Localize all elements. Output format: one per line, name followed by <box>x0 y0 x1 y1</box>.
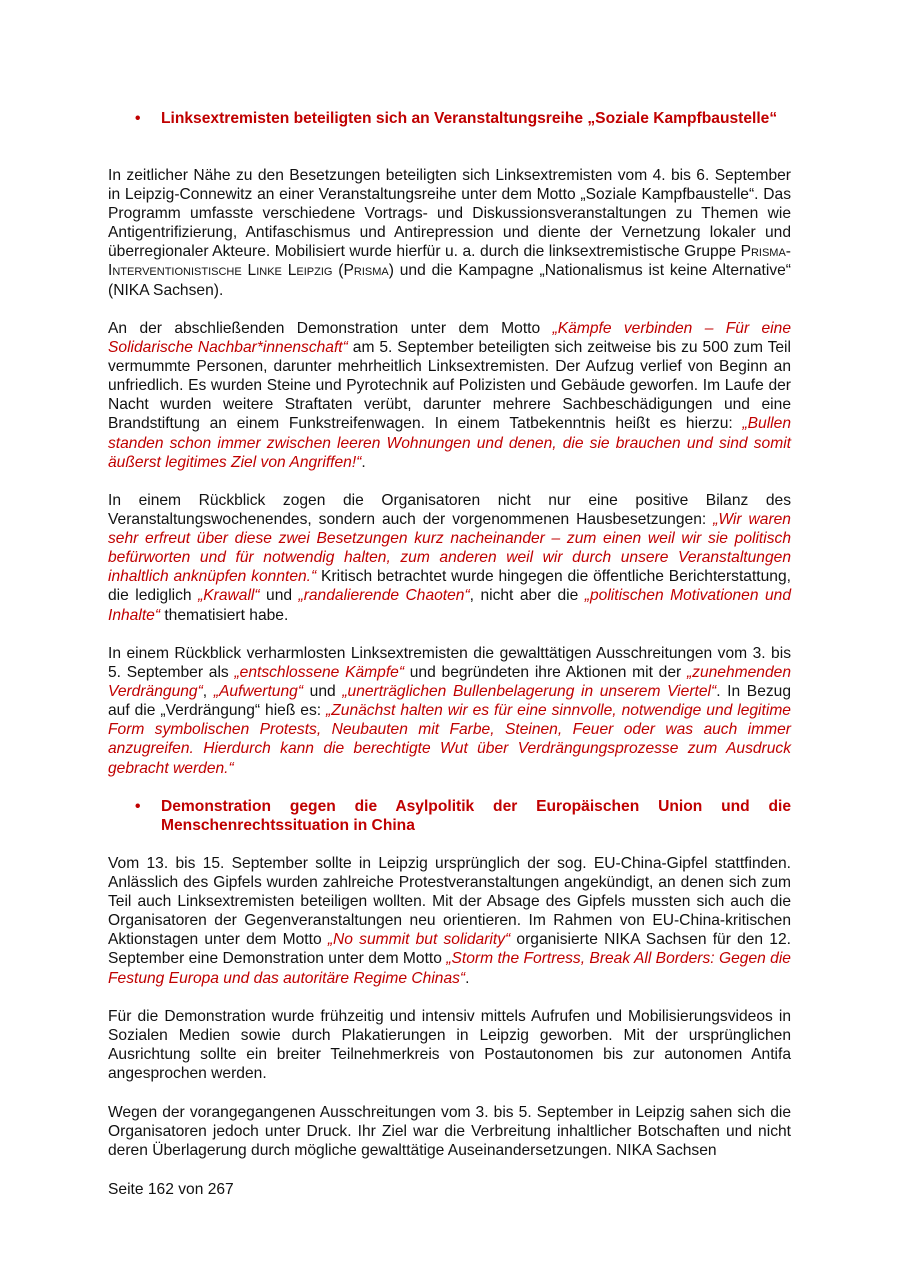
quote: „randalierende Chaoten“ <box>298 587 470 605</box>
text-run: ) und die Kampagne „Nationalismus ist keine Alternative“ (NIKA Sachsen). <box>108 262 792 299</box>
quote: „Wir waren sehr erfreut über diese zwei Besetzungen kurz nacheinander – zum einen weil wir sie politisch befürworten und für notwendig halten, zum anderen weil wir durch unsere Veranstaltungen inhaltlich anknüpfen konnten.“ <box>108 511 791 586</box>
text-run: Kritisch betrachtet wurde hingegen die öffentliche Berichterstattung, die lediglich <box>108 568 791 605</box>
text-run: und <box>303 683 343 701</box>
paragraph-kampfbaustelle <box>108 166 791 300</box>
paragraph-organisatoren <box>108 1103 791 1160</box>
quote: „Kämpfe verbinden – Für eine Solidarische Nachbar*innenschaft“ <box>108 320 791 357</box>
quote: „No summit but solidarity“ <box>327 931 511 949</box>
text-run: thematisiert habe. <box>160 606 289 624</box>
quote: „Storm the Fortress, Break All Borders: Gegen die Festung Europa und das autoritäre Regime Chinas“ <box>108 950 791 987</box>
text-run: organisierte NIKA Sachsen für den 12. September eine Demonstration unter dem Motto <box>108 931 791 968</box>
text-run: und <box>259 587 299 605</box>
heading-text: Linksextremisten beteiligten sich an Veranstaltungsreihe „Soziale Kampfbaustelle“ <box>161 110 778 127</box>
quote: „unerträglichen Bullenbelagerung in unserem Viertel“ <box>342 683 717 701</box>
quote: „Zunächst halten wir es für eine sinnvolle, notwendige und legitime Form symbolischen Protests, Neubauten mit Farbe, Steinen, Feuer oder was auch immer anzugreifen. Hierdurch kann die berechtigte Wut über Verdrängungsprozesse zum Ausdruck gebracht werden.“ <box>108 702 791 777</box>
quote: „Krawall“ <box>198 587 260 605</box>
paragraph-rueckblick <box>108 491 791 625</box>
text-run: Für die Demonstration wurde frühzeitig und intensiv mittels Aufrufen und Mobilisierungsvideos in Sozialen Medien sowie durch Plakatierungen in Leipzig geworben. Mit der ursprünglichen Ausrichtung sollte ein breiter Teilnehmerkreis von Postautonomen bis zur autonomen Antifa angesprochen werden. <box>108 1008 791 1083</box>
paragraph-mobilisierung <box>108 1007 791 1083</box>
page-number: Seite 162 von 267 <box>108 1181 234 1198</box>
quote: „zunehmenden Verdrängung“ <box>108 664 791 701</box>
text-run: In einem Rückblick verharmlosten Linksextremisten die gewalttätigen Ausschreitungen vom 3. bis 5. September als <box>108 645 791 682</box>
text-run: und begründeten ihre Aktionen mit der <box>404 664 687 682</box>
text-run: Vom 13. bis 15. September sollte in Leipzig ursprünglich der sog. EU-China-Gipfel stattfinden. Anlässlich des Gipfels wurden zahlreiche Protestveranstaltungen angekündigt, an denen sich zum Teil auch Linksextremisten beteiligen wollten. Mit der Absage des Gipfels mussten sich auch die Organisatoren der Gegenveranstaltungen neu orientieren. Im Rahmen von EU-China-kritischen Aktionstagen unter dem Motto <box>108 855 791 949</box>
text-run: , <box>202 683 214 701</box>
text-run: . In Bezug auf die „Verdrängung“ hieß es: <box>108 683 792 720</box>
paragraph-demonstration <box>108 319 791 472</box>
text-run: Wegen der vorangegangenen Ausschreitungen vom 3. bis 5. September in Leipzig sahen sich die Organisatoren jedoch unter Druck. Ihr Ziel war die Verbreitung inhaltlicher Botschaften und nicht deren Überlagerung durch mögliche gewalttätige Auseinandersetzungen. NIKA Sachsen <box>108 1104 791 1160</box>
text-run: In zeitlicher Nähe zu den Besetzungen beteiligten sich Linksextremisten vom 4. bis 6. September in Leipzig-Connewitz an einer Veranstaltungsreihe unter dem Motto „Soziale Kampfbaustelle“. Das Programm umfasste verschiedene Vortrags- und Diskussionsveranstaltungen zu Themen wie Antigentrifizierung, Antifaschismus und Antirepression und diente der Vernetzung lokaler und überregionaler Akteure. Mobilisiert wurde hierfür u. a. durch die linksextremistische Gruppe <box>108 167 791 261</box>
paragraph-eu-china-gipfel <box>108 854 791 988</box>
bullet-point: • <box>135 110 141 127</box>
text-run: In einem Rückblick zogen die Organisatoren nicht nur eine positive Bilanz des Veranstaltungswochenendes, sondern auch der vorgenommenen Hausbesetzungen: <box>108 492 791 529</box>
section-heading-china <box>108 797 791 836</box>
heading-text: Demonstration gegen die Asylpolitik der Europäischen Union und die Menschenrechtssituation in China <box>161 798 791 835</box>
quote: „entschlossene Kämpfe“ <box>234 664 405 682</box>
text-run: am 5. September beteiligten sich zeitweise bis zu 500 zum Teil vermummte Personen, darunter mehrheitlich Linksextremisten. Der Aufzug verlief von Beginn an unfriedlich. Es wurden Steine und Pyrotechnik auf Polizisten und Gebäude geworfen. Im Laufe der Nacht wurden weitere Straftaten verübt, darunter mehrere Sachbeschädigungen und eine Brandstiftung an einem Funkstreifenwagen. In einem Tatbekenntnis heißt es hierzu: <box>108 339 791 433</box>
section-heading-kampfbaustelle <box>108 109 791 128</box>
paragraph-verharmlosung <box>108 644 791 778</box>
text-run: An der abschließenden Demonstration unter dem Motto <box>108 320 553 337</box>
bullet-point: • <box>135 798 141 815</box>
organization-abbreviation: Prisma <box>343 262 389 280</box>
quote: „politischen Motivationen und Inhalte“ <box>108 587 791 624</box>
organization-name: Prisma-Interventionistische Linke Leipzig <box>108 243 791 280</box>
text-run: , nicht aber die <box>469 587 585 605</box>
text-run: . <box>361 453 366 471</box>
text-run: . <box>465 969 470 987</box>
quote: „Bullen standen schon immer zwischen leeren Wohnungen und denen, die sie brauchen und sind somit äußerst legitimes Ziel von Angriffen!“ <box>108 415 791 471</box>
quote: „Aufwertung“ <box>213 683 304 701</box>
text-run: ( <box>332 262 344 280</box>
